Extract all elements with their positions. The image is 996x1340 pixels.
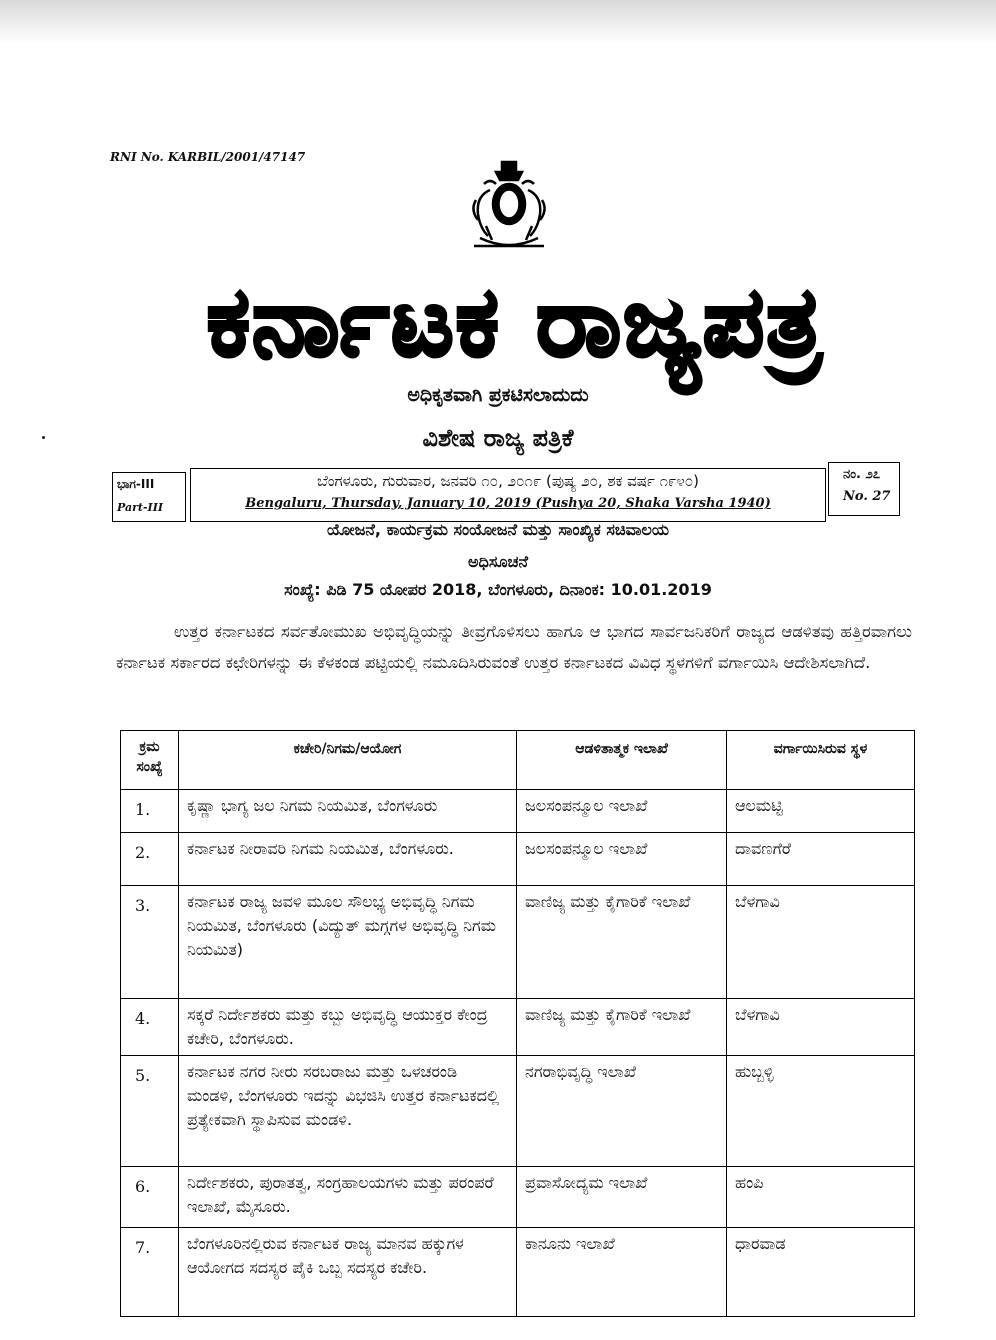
cell-serial: 7. bbox=[121, 1228, 179, 1317]
table-row bbox=[121, 1056, 915, 1167]
cell-location: ಹಂಪಿ bbox=[727, 1167, 915, 1228]
cell-location: ಆಲಮಟ್ಟಿ bbox=[727, 790, 915, 833]
top-shadow bbox=[0, 0, 996, 44]
cell-location: ಧಾರವಾಡ bbox=[727, 1228, 915, 1317]
cell-office: ಕರ್ನಾಟಕ ನಗರ ನೀರು ಸರಬರಾಜು ಮತ್ತು ಒಳಚರಂಡಿ ಮಂಡಳಿ, ಬೆಂಗಳೂರು ಇದನ್ನು ವಿಭಜಿಸಿ ಉತ್ತರ ಕರ್ನಾಟಕದಲ್ಲಿ ಪ್ರತ್ಯೇಕವಾಗಿ ಸ್ಥಾಪಿಸುವ ಮಂಡಳಿ. bbox=[179, 1056, 517, 1167]
cell-department: ವಾಣಿಜ್ಯ ಮತ್ತು ಕೈಗಾರಿಕೆ ಇಲಾಖೆ bbox=[517, 886, 727, 999]
cell-department: ವಾಣಿಜ್ಯ ಮತ್ತು ಕೈಗಾರಿಕೆ ಇಲಾಖೆ bbox=[517, 999, 727, 1056]
header-office: ಕಚೇರಿ/ನಿಗಮ/ಆಯೋಗ bbox=[179, 731, 517, 790]
part-box bbox=[112, 472, 186, 522]
relocation-table bbox=[120, 730, 914, 1317]
table-row bbox=[121, 886, 915, 999]
cell-location: ಹುಬ್ಬಳ್ಳಿ bbox=[727, 1056, 915, 1167]
rni-number: RNI No. KARBIL/2001/47147 bbox=[110, 150, 306, 164]
cell-location: ದಾವಣಗೆರೆ bbox=[727, 833, 915, 886]
cell-department: ಜಲಸಂಪನ್ಮೂಲ ಇಲಾಖೆ bbox=[517, 790, 727, 833]
special-gazette-title: ವಿಶೇಷ ರಾಜ್ಯ ಪತ್ರಿಕೆ bbox=[422, 424, 574, 452]
part-kannada: ಭಾಗ-III bbox=[117, 477, 155, 491]
date-box bbox=[190, 468, 826, 522]
state-emblem-icon bbox=[466, 160, 552, 256]
cell-office: ನಿರ್ದೇಶಕರು, ಪುರಾತತ್ವ, ಸಂಗ್ರಹಾಲಯಗಳು ಮತ್ತು ಪರಂಪರೆ ಇಲಾಖೆ, ಮೈಸೂರು. bbox=[179, 1167, 517, 1228]
table-row bbox=[121, 999, 915, 1056]
notification-heading: ಅಧಿಸೂಚನೆ bbox=[467, 552, 529, 571]
gazette-masthead: ಕರ್ನಾಟಕ ರಾಜ್ಯಪತ್ರ bbox=[206, 266, 824, 378]
header-location: ವರ್ಗಾಯಿಸಿರುವ ಸ್ಥಳ bbox=[727, 731, 915, 790]
date-english-text: Bengaluru, Thursday, January 10, 2019 (Pushya 20, Shaka Varsha 1940) bbox=[245, 496, 771, 511]
header-serial: ಕ್ರಮ ಸಂಖ್ಯೆ bbox=[121, 731, 179, 790]
date-kannada: ಬೆಂಗಳೂರು, ಗುರುವಾರ, ಜನವರಿ ೧೦, ೨೦೧೯ (ಪುಷ್ಯ ೨೦, ಶಕ ವರ್ಷ ೧೯೪೦) bbox=[317, 472, 699, 490]
cell-serial: 6. bbox=[121, 1167, 179, 1228]
cell-department: ನಗರಾಭಿವೃದ್ಧಿ ಇಲಾಖೆ bbox=[517, 1056, 727, 1167]
cell-department: ಪ್ರವಾಸೋದ್ಯಮ ಇಲಾಖೆ bbox=[517, 1167, 727, 1228]
cell-location: ಬೆಳಗಾವಿ bbox=[727, 886, 915, 999]
body-paragraph: ಉತ್ತರ ಕರ್ನಾಟಕದ ಸರ್ವತೋಮುಖ ಅಭಿವೃದ್ಧಿಯನ್ನು ತೀವ್ರಗೊಳಿಸಲು ಹಾಗೂ ಆ ಭಾಗದ ಸಾರ್ವಜನಿಕರಿಗೆ ರಾಜ್ಯದ ಆಡಳಿತವು ಹತ್ತಿರವಾಗಲು ಕರ್ನಾಟಕ ಸರ್ಕಾರದ ಕಛೇರಿಗಳನ್ನು ಈ ಕೆಳಕಂಡ ಪಟ್ಟಿಯಲ್ಲಿ ನಮೂದಿಸಿರುವಂತೆ ಉತ್ತರ ಕರ್ನಾಟಕದ ವಿವಿಧ ಸ್ಥಳಗಳಿಗೆ ವರ್ಗಾಯಿಸಿ ಆದೇಶಿಸಲಾಗಿದೆ. bbox=[116, 622, 912, 672]
date-english bbox=[191, 496, 825, 511]
cell-department: ಜಲಸಂಪನ್ಮೂಲ ಇಲಾಖೆ bbox=[517, 833, 727, 886]
issue-number-box bbox=[828, 462, 900, 516]
table-row bbox=[121, 833, 915, 886]
scan-speck bbox=[42, 436, 45, 439]
order-number: ಸಂಖ್ಯೆ: ಪಿಡಿ 75 ಯೋಪರ 2018, ಬೆಂಗಳೂರು, ದಿನಾಂಕ: 10.01.2019 bbox=[284, 580, 712, 599]
issue-number-kannada: ನಂ. ೨೭ bbox=[843, 467, 881, 482]
issue-number-english: No. 27 bbox=[843, 489, 891, 504]
department-heading: ಯೋಜನೆ, ಕಾರ್ಯಕ್ರಮ ಸಂಯೋಜನೆ ಮತ್ತು ಸಾಂಖ್ಯಿಕ ಸಚಿವಾಲಯ bbox=[326, 520, 670, 539]
cell-office: ಕೃಷ್ಣಾ ಭಾಗ್ಯ ಜಲ ನಿಗಮ ನಿಯಮಿತ, ಬೆಂಗಳೂರು bbox=[179, 790, 517, 833]
table-row bbox=[121, 1228, 915, 1317]
cell-department: ಕಾನೂನು ಇಲಾಖೆ bbox=[517, 1228, 727, 1317]
cell-office: ಬೆಂಗಳೂರಿನಲ್ಲಿರುವ ಕರ್ನಾಟಕ ರಾಜ್ಯ ಮಾನವ ಹಕ್ಕುಗಳ ಆಯೋಗದ ಸದಸ್ಯರ ಪೈಕಿ ಒಬ್ಬ ಸದಸ್ಯರ ಕಚೇರಿ. bbox=[179, 1228, 517, 1317]
table-row bbox=[121, 790, 915, 833]
cell-office: ಸಕ್ಕರೆ ನಿರ್ದೇಶಕರು ಮತ್ತು ಕಬ್ಬು ಅಭಿವೃದ್ಧಿ ಆಯುಕ್ತರ ಕೇಂದ್ರ ಕಚೇರಿ, ಬೆಂಗಳೂರು. bbox=[179, 999, 517, 1056]
cell-serial: 2. bbox=[121, 833, 179, 886]
cell-office: ಕರ್ನಾಟಕ ರಾಜ್ಯ ಜವಳಿ ಮೂಲ ಸೌಲಭ್ಯ ಅಭಿವೃದ್ಧಿ ನಿಗಮ ನಿಯಮಿತ, ಬೆಂಗಳೂರು (ವಿದ್ಯುತ್ ಮಗ್ಗಗಳ ಅಭಿವೃದ್ಧಿ ನಿಗಮ ನಿಯಮಿತ) bbox=[179, 886, 517, 999]
cell-serial: 3. bbox=[121, 886, 179, 999]
cell-location: ಬೆಳಗಾವಿ bbox=[727, 999, 915, 1056]
cell-serial: 4. bbox=[121, 999, 179, 1056]
header-department: ಆಡಳಿತಾತ್ಮಕ ಇಲಾಖೆ bbox=[517, 731, 727, 790]
table-row bbox=[121, 1167, 915, 1228]
published-by-authority: ಅಧಿಕೃತವಾಗಿ ಪ್ರಕಟಿಸಲಾದುದು bbox=[407, 384, 589, 406]
cell-office: ಕರ್ನಾಟಕ ನೀರಾವರಿ ನಿಗಮ ನಿಯಮಿತ, ಬೆಂಗಳೂರು. bbox=[179, 833, 517, 886]
cell-serial: 1. bbox=[121, 790, 179, 833]
part-english: Part-III bbox=[117, 501, 163, 514]
table-header-row bbox=[121, 731, 915, 790]
cell-serial: 5. bbox=[121, 1056, 179, 1167]
